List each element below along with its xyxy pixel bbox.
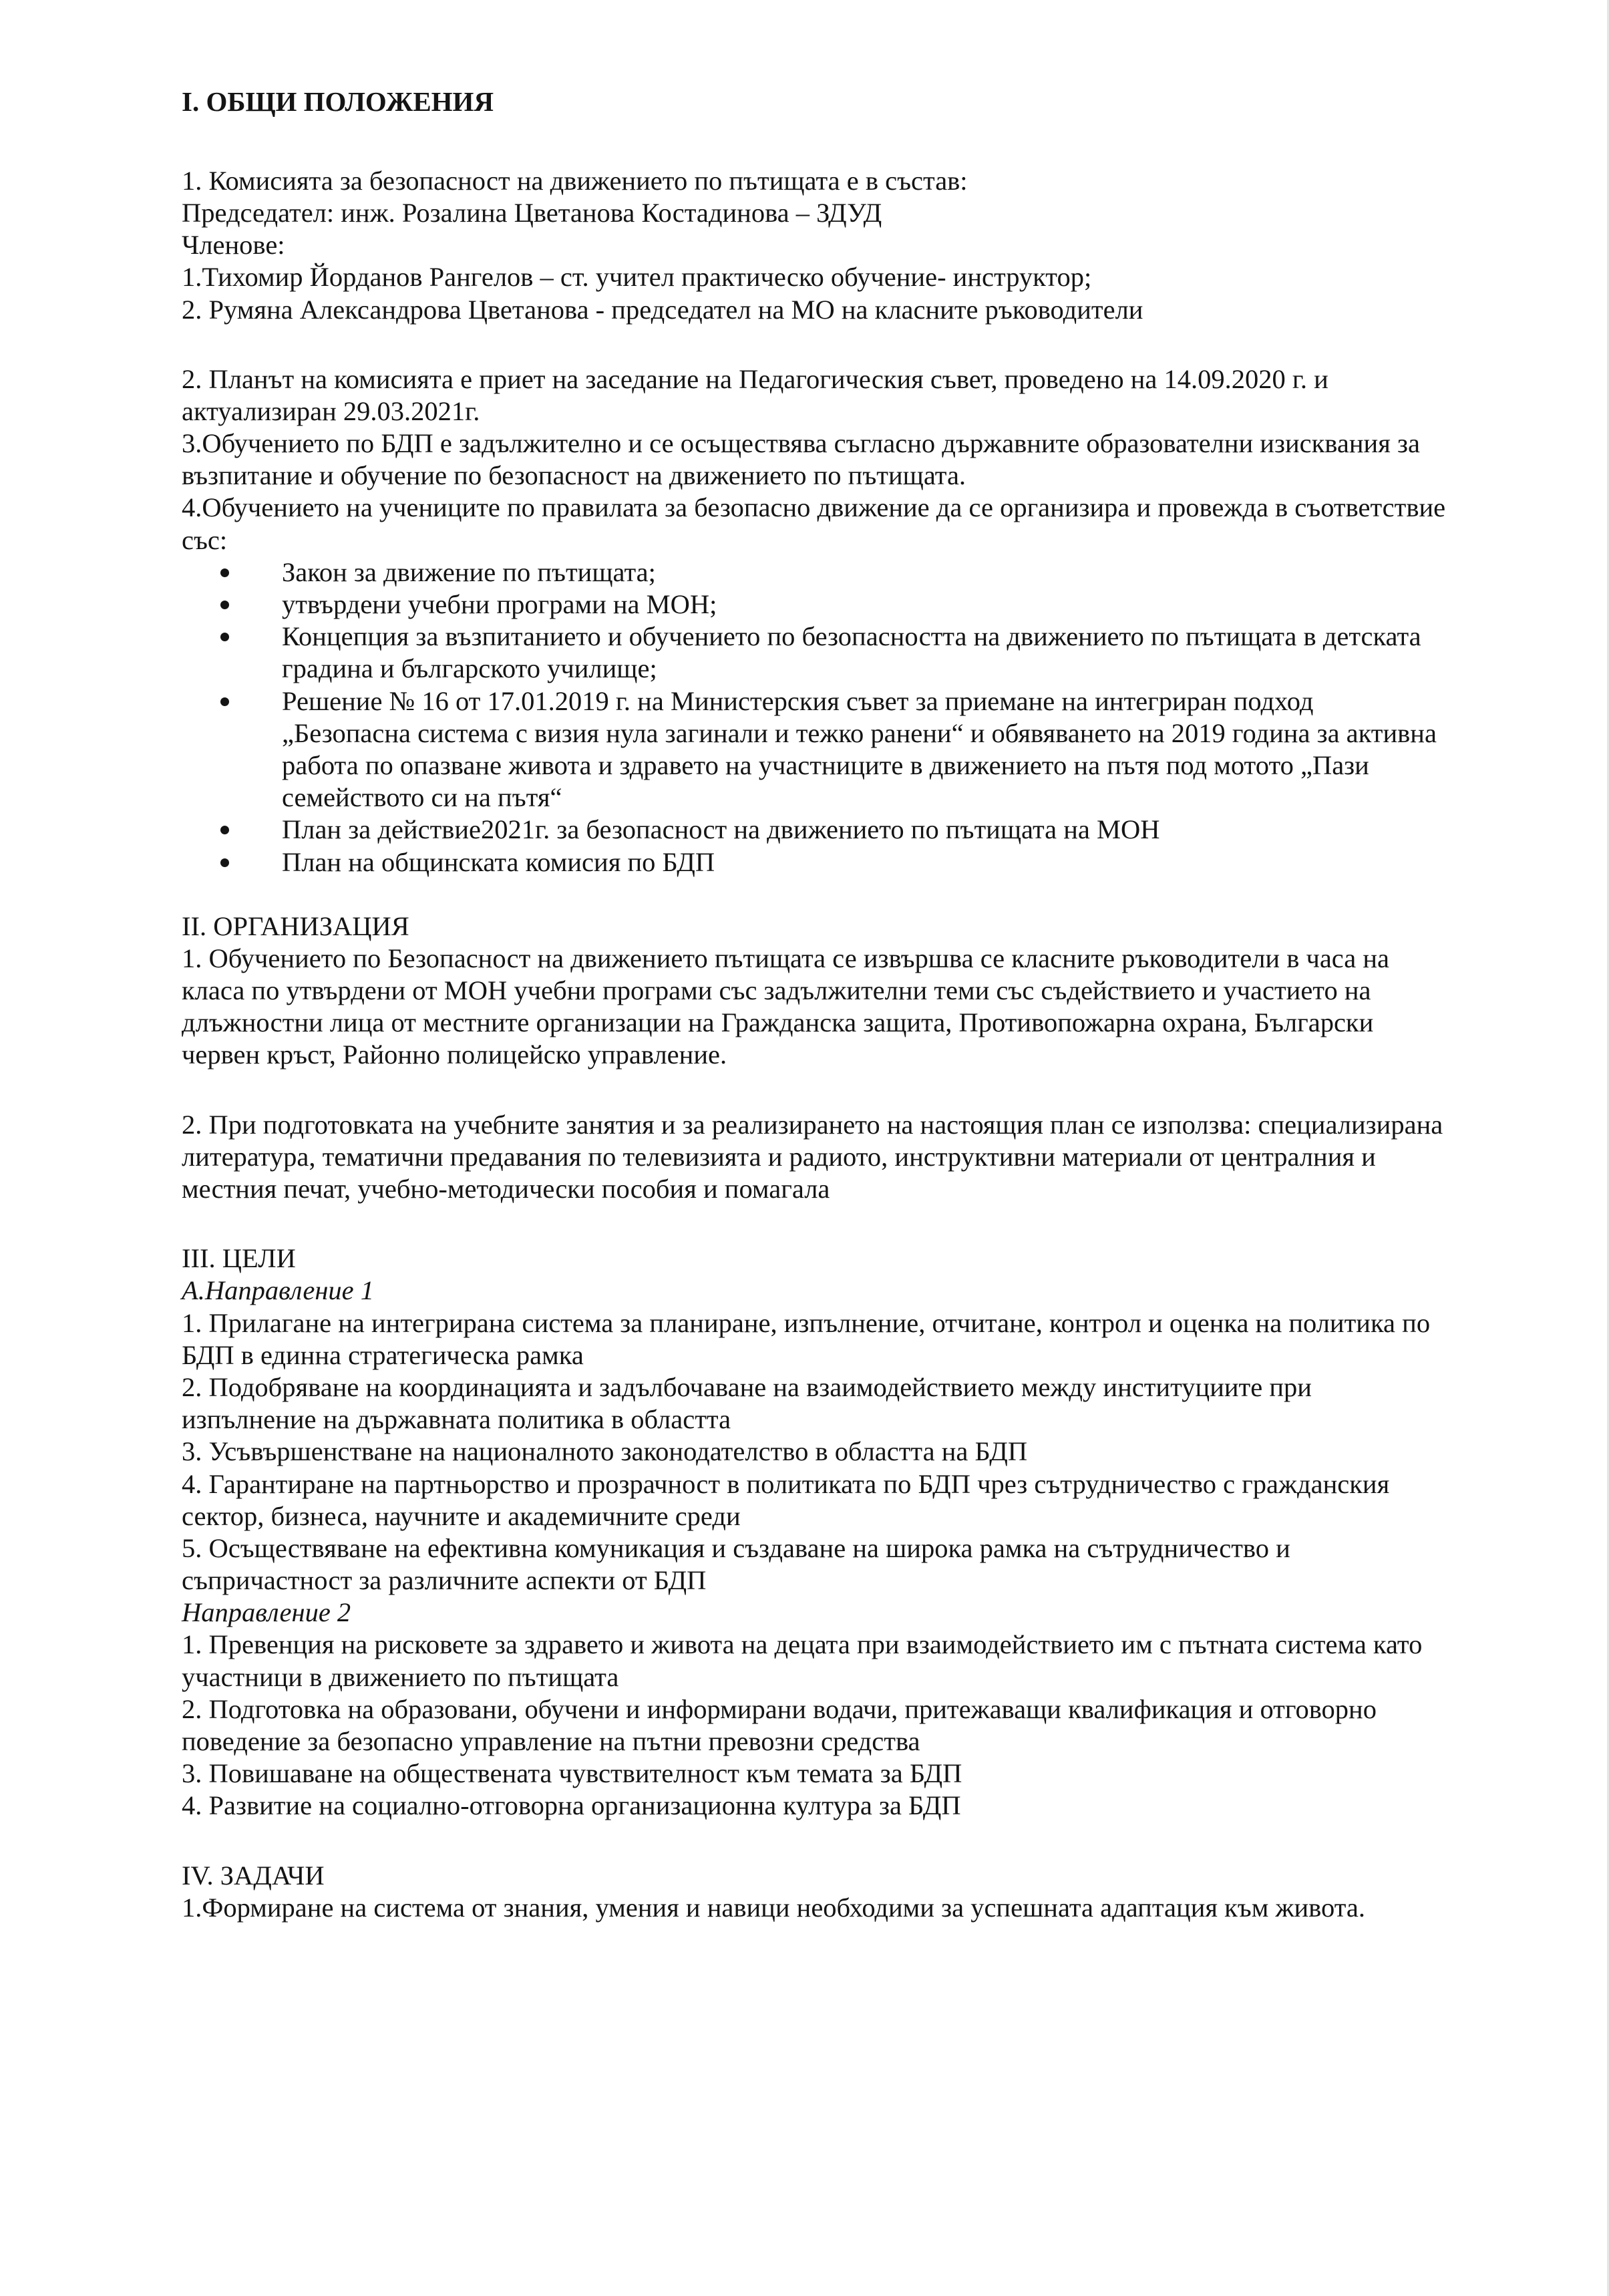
list-item-text: утвърдени учебни програми на МОН; — [282, 589, 717, 620]
list-item-text: Закон за движение по пътищата; — [282, 556, 656, 587]
goal-item: 1. Прилагане на интегрирана система за планиране, изпълнение, отчитане, контрол и оценка на политика по БДП в единна стратегическа рамка — [182, 1307, 1431, 1370]
goal-item: 2. Подобряване на координацията и задълбочаване на взаимодействието между институциите при изпълнение на държавната политика в областта — [182, 1371, 1312, 1435]
section-1-title: I. ОБЩИ ПОЛОЖЕНИЯ — [182, 86, 494, 117]
direction-1-title: А.Направление 1 — [182, 1275, 375, 1306]
section-3-title: III. ЦЕЛИ — [182, 1243, 296, 1274]
section-4-title: IV. ЗАДАЧИ — [182, 1860, 325, 1891]
bullet-icon — [220, 858, 229, 867]
paragraph-plan-adopted: 2. Планът на комисията е приет на заседание на Педагогическия съвет, проведено на 14.09.2020 г. и актуализиран 29.03.2021г. — [182, 363, 1328, 426]
goal-item: 1. Превенция на рисковете за здравето и живота на децата при взаимодействието им с пътната система като участници в движението по пътищата — [182, 1629, 1423, 1692]
direction-2-title: Направление 2 — [182, 1597, 351, 1628]
list-item — [282, 556, 1449, 589]
list-item — [282, 621, 1449, 685]
bullet-icon — [220, 697, 229, 706]
list-item — [282, 685, 1449, 814]
bullet-icon — [220, 568, 229, 577]
bullet-icon — [220, 826, 229, 834]
goal-item: 4. Развитие на социално-отговорна организационна култура за БДП — [182, 1790, 961, 1821]
paragraph-training-compliance: 4.Обучението на учениците по правилата за безопасно движение да се организира и провежда в съответствие със: — [182, 492, 1446, 555]
task-item: 1.Формиране на система от знания, умения и навици необходими за успешната адаптация към живота. — [182, 1892, 1366, 1923]
bullet-icon — [220, 601, 229, 609]
goal-item: 3. Усъвършенстване на националното законодателство в областта на БДП — [182, 1436, 1028, 1467]
member-1: 1.Тихомир Йорданов Рангелов – ст. учител практическо обучение- инструктор; — [182, 262, 1092, 293]
compliance-list — [182, 556, 1449, 878]
paragraph-organization-2: 2. При подготовката на учебните занятия и за реализирането на настоящия план се използва: специализирана литература, тематични предавания по телевизията и радиото, инструктивни материали от централния и местния печат, учебно-методически пособия и помагала — [182, 1109, 1443, 1204]
section-2-title: II. ОРГАНИЗАЦИЯ — [182, 911, 409, 941]
goal-item: 2. Подготовка на образовани, обучени и информирани водачи, притежаващи квалификация и отговорно поведение за безопасно управление на пътни превозни средства — [182, 1693, 1377, 1757]
members-label: Членове: — [182, 230, 285, 261]
list-item-text: План за действие2021г. за безопасност на движението по пътищата на МОН — [282, 814, 1160, 845]
goal-item: 3. Повишаване на обществената чувствителност към темата за БДП — [182, 1758, 962, 1789]
paragraph-training-mandatory: 3.Обучението по БДП е задължително и се осъществява съгласно държавните образователни изисквания за възпитание и обучение по безопасност на движението по пътищата. — [182, 428, 1420, 491]
paragraph-organization-1: 1. Обучението по Безопасност на движението пътищата се извършва се класните ръководители в часа на класа по утвърдени от МОН учебни програми със задължителни теми със съдействието и участието на длъжностни лица от местните организации на Гражданска защита, Противопожарна охрана, Български червен кръст, Районно полицейско управление. — [182, 943, 1390, 1070]
commission-composition: 1. Комисията за безопасност на движението по пътищата е в състав: — [182, 165, 968, 196]
list-item — [282, 589, 1449, 621]
list-item-text: Решение № 16 от 17.01.2019 г. на Министерския съвет за приемане на интегриран подход „Безопасна система с визия нула загинали и тежко ранени“ и обявяването на 2019 година за активна работа по опазване живота и здравето на участниците в движението на пътя под мотото „Пази семейството си на пътя“ — [282, 685, 1437, 813]
list-item-text: Концепция за възпитанието и обучението по безопасността на движението по пътищата в детската градина и българското училище; — [282, 621, 1421, 684]
list-item — [282, 814, 1449, 846]
goal-item: 4. Гарантиране на партньорство и прозрачност в политиката по БДП чрез сътрудничество с гражданския сектор, бизнеса, научните и академичните среди — [182, 1468, 1390, 1531]
list-item — [282, 846, 1449, 878]
list-item-text: План на общинската комисия по БДП — [282, 846, 715, 877]
goal-item: 5. Осъществяване на ефективна комуникация и създаване на широка рамка на сътрудничество и съпричастност за различните аспекти от БДП — [182, 1532, 1290, 1596]
chairman-line: Председател: инж. Розалина Цветанова Костадинова – ЗДУД — [182, 197, 882, 228]
bullet-icon — [220, 633, 229, 641]
member-2: 2. Румяна Александрова Цветанова - председател на МО на класните ръководители — [182, 294, 1143, 325]
